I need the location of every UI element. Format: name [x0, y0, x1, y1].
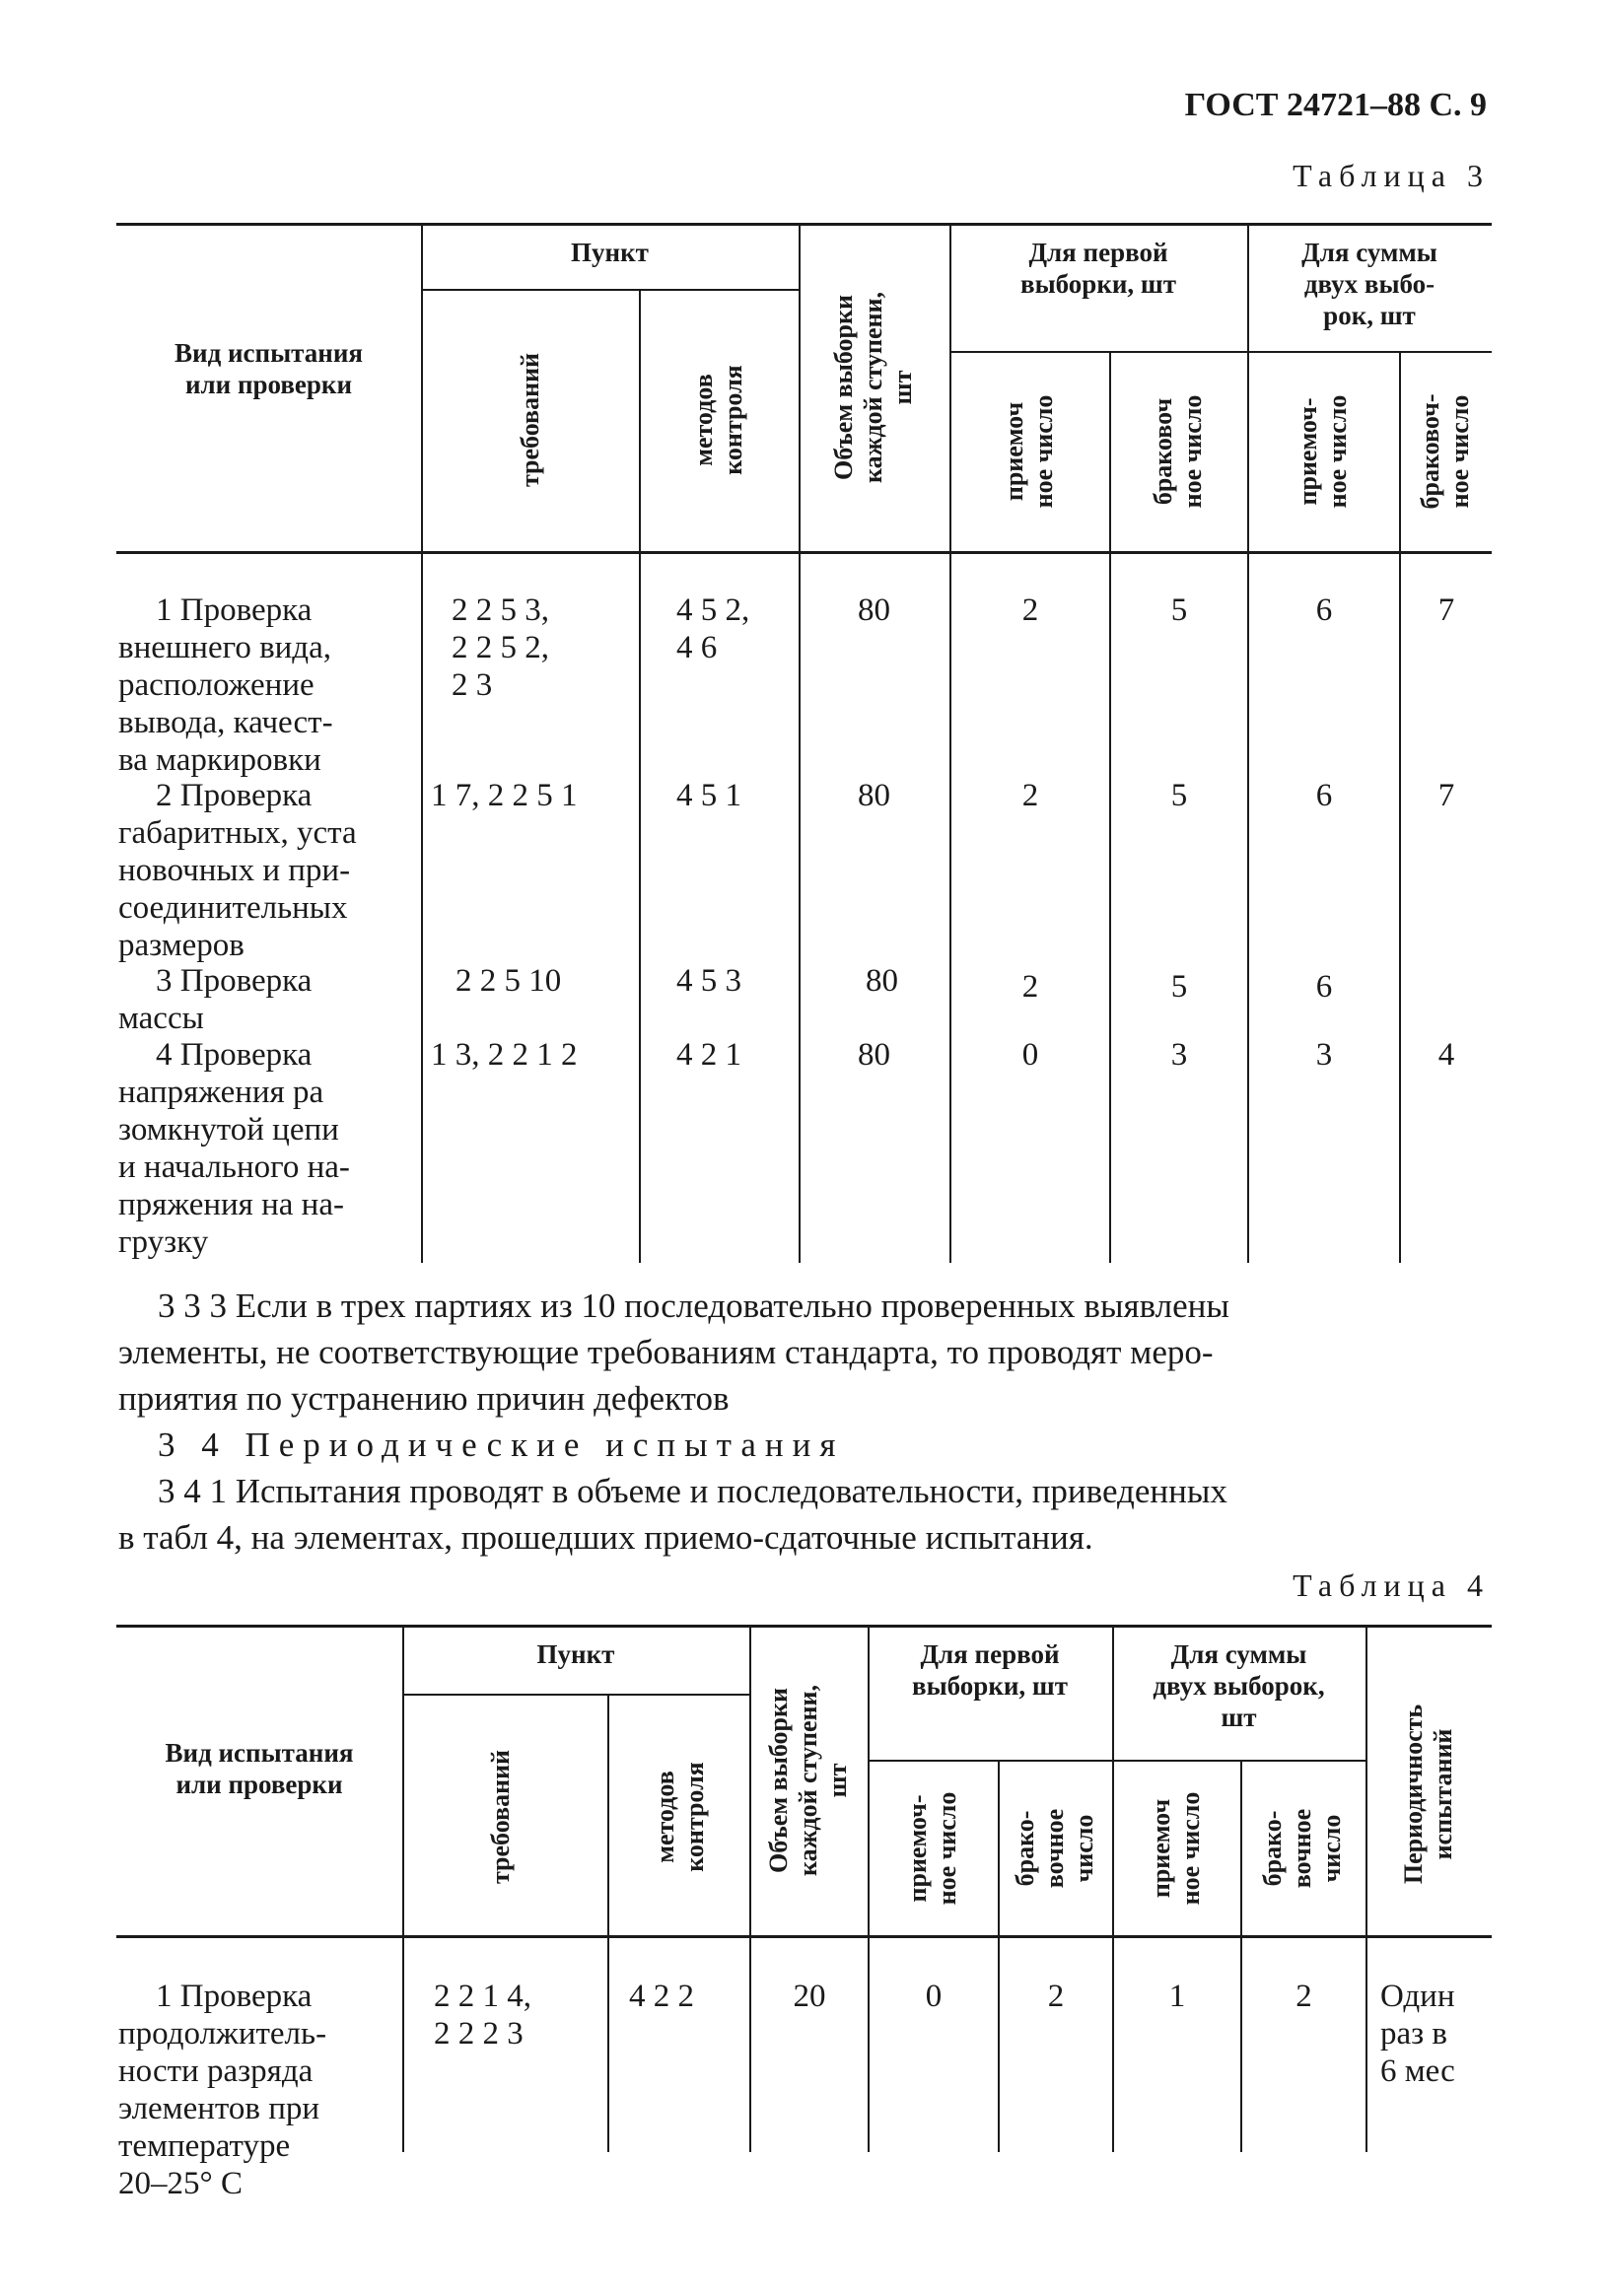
table3-cell-treb: 2 2 5 10	[455, 963, 562, 999]
table3-caption: Таблица 3	[1293, 158, 1490, 193]
table4-header-metod: методов контроля	[651, 1762, 709, 1872]
table4-cell-b1: 2	[1047, 1979, 1065, 2014]
table4-col-rule	[607, 1694, 609, 2152]
table3-cell-p1: 2	[1021, 969, 1039, 1005]
table4-caption: Таблица 4	[1293, 1567, 1490, 1603]
table4-cell-obem: 20	[793, 1979, 826, 2014]
table3-cell-b2: 7	[1437, 592, 1455, 628]
table3-cell-p1: 2	[1021, 592, 1039, 628]
table3-cell-metod: 4 5 3	[676, 963, 741, 999]
paragraph-341-line2: в табл 4, на элементах, прошедших приемо-сдаточные испытания.	[118, 1518, 1093, 1557]
table4-header-vid: Вид испытания или проверки	[165, 1738, 354, 1799]
table3-cell-p2: 6	[1315, 592, 1333, 628]
table4-group-rule	[868, 1760, 1365, 1762]
table3-top-rule	[116, 223, 1492, 226]
table3-cell-b2: 7	[1437, 778, 1455, 813]
table3-cell-metod: 4 2 1	[676, 1037, 741, 1073]
table3-cell-b1: 3	[1170, 1037, 1188, 1073]
table3-header-sum: Для суммы двух выбо- рок, шт	[1301, 238, 1437, 330]
table3-cell-b1: 5	[1170, 592, 1188, 628]
table3-header-priem1: приемоч ное число	[1000, 394, 1058, 509]
table4-header-brak2: брако- вочное число	[1258, 1808, 1346, 1889]
table3-cell-metod: 4 5 1	[676, 778, 741, 813]
table3-cell-b2: 4	[1437, 1037, 1455, 1073]
table3-cell-obem: 80	[858, 592, 890, 628]
table4-cell-treb: 2 2 1 4, 2 2 2 3	[434, 1979, 531, 2052]
table4-col-rule	[868, 1625, 870, 2152]
table3-col-rule	[639, 289, 641, 1263]
table4-col-rule	[998, 1760, 1000, 2152]
section-heading-34: 3 4 Периодические испытания	[158, 1426, 845, 1464]
table3-cell-name: 1 Проверка внешнего вида, расположение вывода, качест- ва маркировки	[118, 592, 333, 778]
table3-col-rule	[799, 223, 801, 1263]
table3-header-first: Для первой выборки, шт	[1020, 238, 1176, 299]
table3-cell-treb: 1 3, 2 2 1 2	[431, 1037, 578, 1073]
table4-punkt-rule	[402, 1694, 749, 1696]
table3-cell-name: 2 Проверка габаритных, уста новочных и при- соединительных размеров	[118, 778, 357, 963]
table3-cell-p2: 6	[1315, 778, 1333, 813]
table3-cell-obem: 80	[866, 963, 898, 999]
table3-cell-obem: 80	[858, 1037, 890, 1073]
table4-col-rule	[402, 1625, 404, 2152]
page-header: ГОСТ 24721–88 С. 9	[1184, 87, 1487, 123]
table3-header-vid: Вид испытания или проверки	[175, 338, 363, 399]
table3-cell-b1: 5	[1170, 969, 1188, 1005]
table3-cell-treb: 2 2 5 3, 2 2 5 2, 2 3	[452, 592, 549, 703]
table3-cell-obem: 80	[858, 778, 890, 813]
table3-header-priem2: приемоч- ное число	[1294, 394, 1352, 509]
table4-cell-p1: 0	[925, 1979, 943, 2014]
table4-cell-b2: 2	[1295, 1979, 1312, 2014]
table3-header-treb: требований	[516, 352, 544, 488]
table3-col-rule	[1247, 223, 1249, 1263]
table3-header-metod: методов контроля	[689, 365, 747, 475]
table4-cell-period: Один раз в 6 мес	[1380, 1979, 1455, 2089]
table3-cell-metod: 4 5 2, 4 6	[676, 592, 750, 665]
table3-col-rule	[949, 223, 951, 1263]
table3-cell-name: 3 Проверка массы	[118, 963, 313, 1036]
table3-punkt-rule	[421, 289, 799, 291]
table3-cell-p2: 6	[1315, 969, 1333, 1005]
table4-cell-metod: 4 2 2	[629, 1979, 694, 2014]
paragraph-333-line1: 3 3 3 Если в трех партиях из 10 последовательно проверенных выявлены	[158, 1287, 1229, 1325]
paragraph-333-line3: приятия по устранению причин дефектов	[118, 1379, 730, 1418]
table4-header-priem2: приемоч ное число	[1147, 1791, 1205, 1906]
table4-header-treb: требований	[486, 1749, 515, 1885]
table3-header-brak1: браковоч ное число	[1149, 394, 1207, 509]
table4-col-rule	[749, 1625, 751, 2152]
table3-header-brak2: браковоч- ное число	[1416, 393, 1474, 510]
table4-header-brak1: брако- вочное число	[1011, 1808, 1098, 1889]
table4-header-sum: Для суммы двух выборок, шт	[1153, 1639, 1325, 1732]
paragraph-341-line1: 3 4 1 Испытания проводят в объеме и последовательности, приведенных	[158, 1472, 1227, 1510]
table4-cell-name: 1 Проверка продолжитель- ности разряда элементов при температуре 20–25° С	[118, 1979, 327, 2201]
table3-header-punkt: Пункт	[571, 238, 649, 267]
paragraph-333-line2: элементы, не соответствующие требованиям стандарта, то проводят меро-	[118, 1333, 1214, 1371]
table3-cell-p1: 0	[1021, 1037, 1039, 1073]
table4-header-first: Для первой выборки, шт	[912, 1639, 1068, 1701]
table3-cell-treb: 1 7, 2 2 5 1	[431, 778, 578, 813]
table4-header-punkt: Пункт	[536, 1639, 615, 1669]
table4-col-rule	[1240, 1760, 1242, 2152]
table4-head-rule	[116, 1935, 1492, 1938]
table4-header-priem1: приемоч- ное число	[903, 1791, 961, 1906]
table4-header-obem: Объем выборки каждой ступени, шт	[764, 1684, 852, 1877]
table3-head-rule	[116, 551, 1492, 554]
table3-cell-b1: 5	[1170, 778, 1188, 813]
table3-group-rule	[949, 351, 1492, 353]
table3-col-rule	[421, 223, 423, 1263]
table3-cell-p2: 3	[1315, 1037, 1333, 1073]
table3-cell-p1: 2	[1021, 778, 1039, 813]
table3-header-obem: Объем выборки каждой ступени, шт	[829, 291, 917, 484]
table4-header-period: Периодичность испытаний	[1399, 1704, 1457, 1885]
table4-top-rule	[116, 1625, 1492, 1628]
table4-col-rule	[1365, 1625, 1367, 2152]
table4-cell-p2: 1	[1168, 1979, 1186, 2014]
table3-cell-name: 4 Проверка напряжения ра зомкнутой цепи и начального на- пряжения на на- грузку	[118, 1037, 350, 1260]
